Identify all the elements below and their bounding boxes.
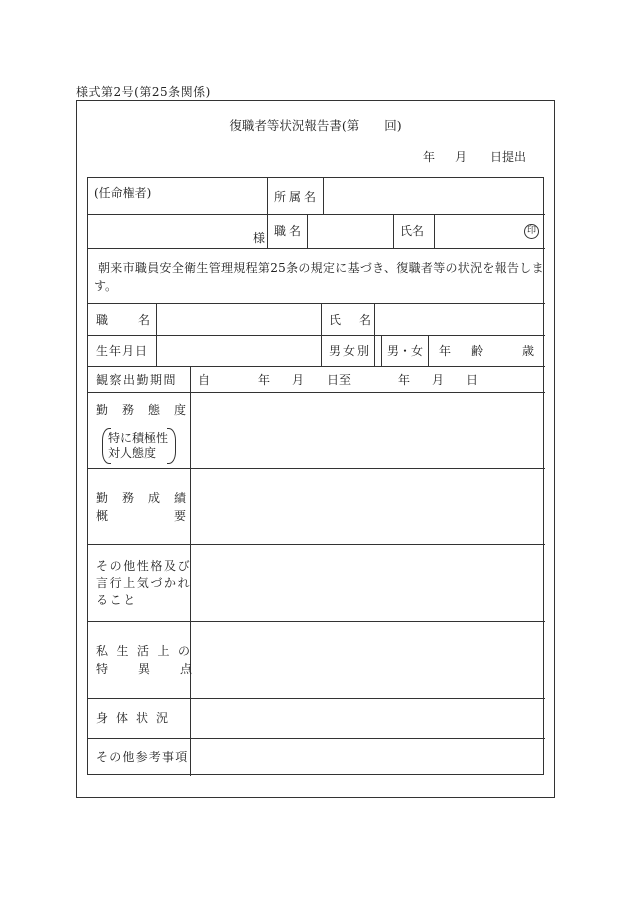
other-traits-line2: 言行上気づかれ bbox=[96, 576, 192, 590]
affiliation-label: 所属名 bbox=[274, 190, 320, 204]
grid-line bbox=[323, 178, 324, 214]
form-number: 様式第2号(第25条関係) bbox=[76, 85, 211, 99]
grid-line bbox=[381, 335, 382, 366]
period-from: 自 bbox=[198, 373, 211, 387]
grid-line bbox=[88, 738, 545, 739]
appointing-authority-label: (任命権者) bbox=[94, 186, 152, 200]
grid-line bbox=[88, 468, 545, 469]
other-reference-label: その他参考事項 bbox=[96, 750, 189, 764]
private-life-line1: 私生活上の bbox=[96, 644, 199, 658]
statement-line2: す。 bbox=[94, 279, 118, 293]
other-traits-line3: ること bbox=[96, 593, 137, 607]
date-year: 年 bbox=[423, 150, 436, 164]
attitude-sub-interpersonal: 対人態度 bbox=[108, 446, 157, 460]
period-year: 年 bbox=[258, 373, 271, 387]
grid-line bbox=[88, 214, 545, 215]
grid-line bbox=[88, 366, 545, 367]
private-life-line2: 特異点 bbox=[96, 662, 223, 676]
birth-date-label: 生年月日 bbox=[96, 344, 149, 358]
attitude-label: 勤務態度 bbox=[96, 403, 201, 417]
sex-value: 男・女 bbox=[387, 344, 424, 358]
seal-icon: 印 bbox=[524, 224, 539, 239]
row-name-label: 氏名 bbox=[329, 313, 390, 327]
other-traits-line1: その他性格及び bbox=[96, 559, 192, 573]
grid-line bbox=[434, 214, 435, 248]
observation-period-label: 観察出勤期間 bbox=[96, 373, 178, 387]
grid-line bbox=[88, 621, 545, 622]
period-month: 月 bbox=[292, 373, 305, 387]
name-label: 氏名 bbox=[400, 224, 425, 238]
grid-line bbox=[88, 392, 545, 393]
physical-condition-label: 身体状況 bbox=[96, 711, 177, 725]
date-day-submitted: 日提出 bbox=[490, 150, 527, 164]
period-day-to: 日至 bbox=[327, 373, 352, 387]
period-month2: 月 bbox=[432, 373, 445, 387]
grid-line bbox=[321, 303, 322, 366]
performance-label-line2: 概要 bbox=[96, 509, 253, 523]
period-year2: 年 bbox=[398, 373, 411, 387]
attitude-sub-initiative: 特に積極性 bbox=[108, 431, 169, 445]
statement-line1: 朝来市職員安全衛生管理規程第25条の規定に基づき、復職者等の状況を報告しま bbox=[98, 261, 544, 275]
sex-label: 男女別 bbox=[329, 344, 372, 358]
grid-line bbox=[307, 214, 308, 248]
report-table bbox=[87, 177, 544, 775]
form-title: 復職者等状況報告書(第 回) bbox=[229, 118, 402, 133]
date-month: 月 bbox=[455, 150, 468, 164]
job-title-label: 職名 bbox=[274, 224, 305, 238]
grid-line bbox=[428, 335, 429, 366]
age-label: 年齢 bbox=[439, 344, 504, 358]
honorific-sama: 様 bbox=[253, 231, 266, 245]
grid-line bbox=[88, 248, 545, 249]
row-job-char: 職名 bbox=[96, 313, 181, 327]
row-job-title-label bbox=[96, 313, 181, 327]
age-unit: 歳 bbox=[522, 344, 535, 358]
grid-line bbox=[267, 178, 268, 248]
performance-label-line1: 勤務成績 bbox=[96, 491, 201, 505]
grid-line bbox=[393, 214, 394, 248]
period-day2: 日 bbox=[466, 373, 479, 387]
grid-line bbox=[88, 544, 545, 545]
grid-line bbox=[88, 698, 545, 699]
